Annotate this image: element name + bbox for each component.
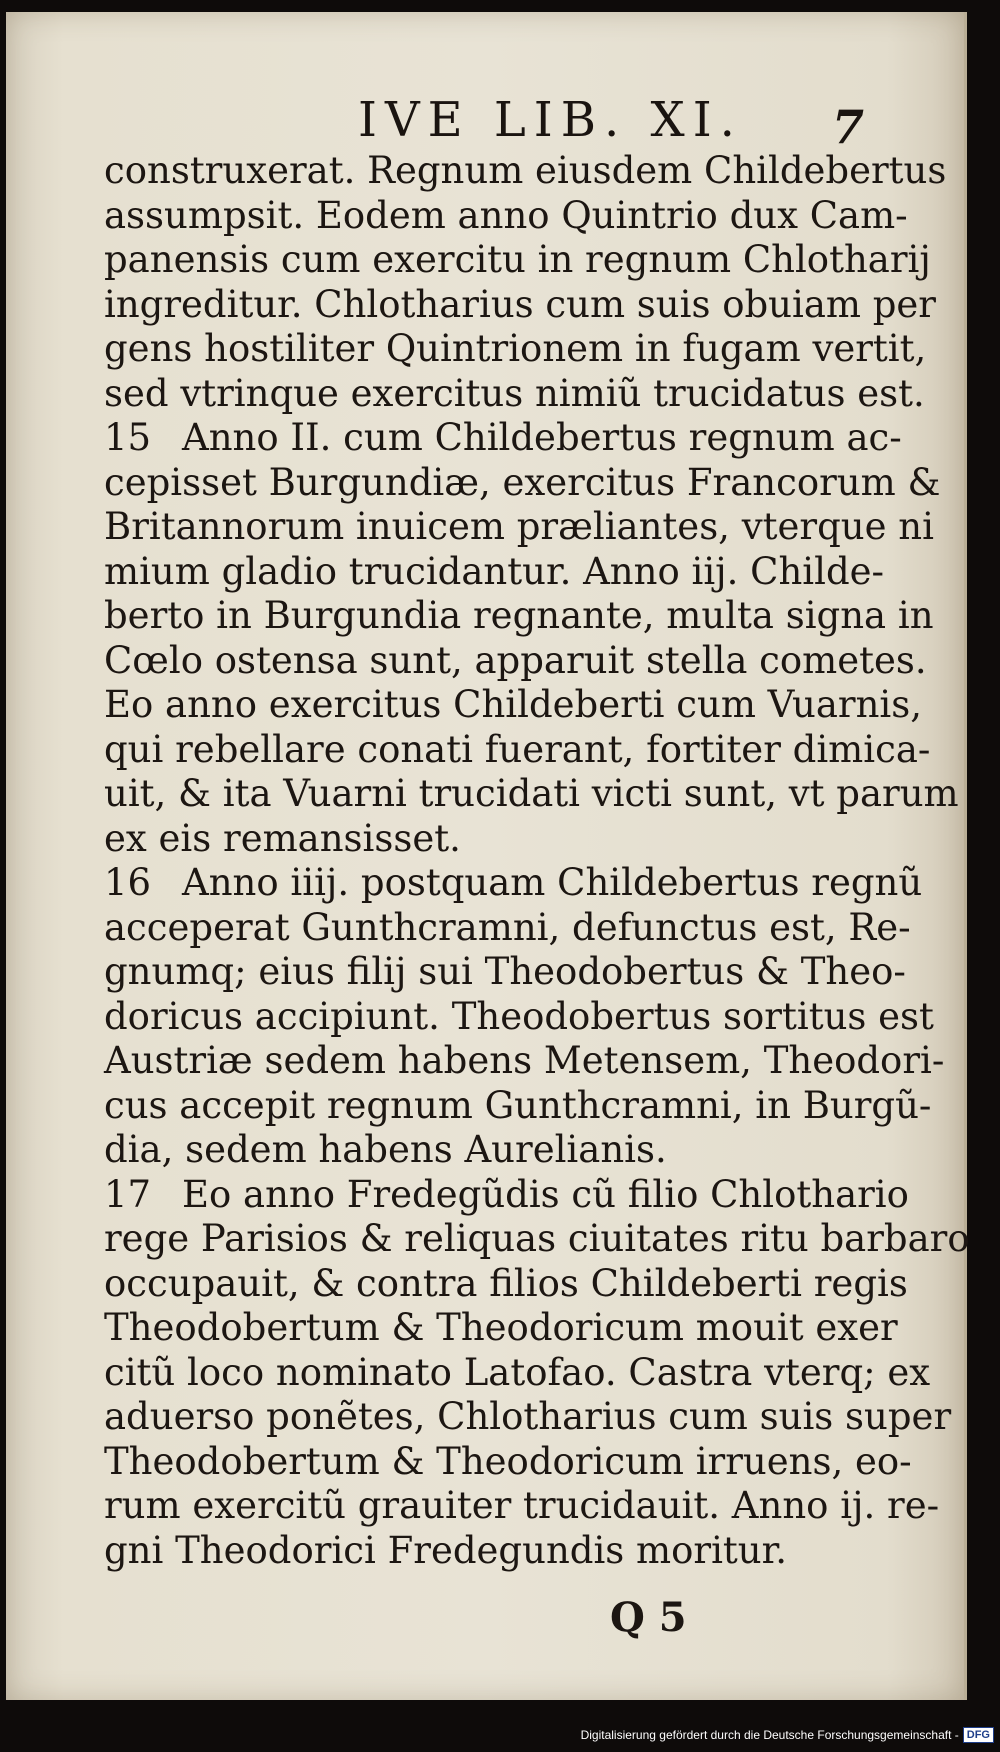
text-line: gni Theodorici Fredegundis moritur. <box>104 1528 788 1572</box>
text-line: berto in Burgundia regnante, multa signa in <box>104 594 934 637</box>
section-number: 15 <box>104 416 152 459</box>
text-line: panensis cum exercitu in regnum Chlotharij <box>104 238 931 281</box>
catchword: Q 5 <box>610 1594 687 1641</box>
page-header <box>106 82 876 152</box>
credit-text: Digitalisierung gefördert durch die Deutsche Forschungsgemeinschaft - <box>580 1728 959 1742</box>
text-line: gnumq; eius filij sui Theodobertus & Theo- <box>104 950 906 993</box>
running-head: IVE LIB. XI. <box>358 92 743 148</box>
text-line: Eo anno Fredegũdis cũ filio Chlothario <box>182 1172 909 1216</box>
dfg-logo: DFG <box>963 1727 994 1743</box>
section-16 <box>104 861 945 1173</box>
text-line: Theodobertum & Theodoricum mouit exer <box>104 1306 898 1349</box>
text-line: qui rebellare conati fuerant, fortiter dimica- <box>104 727 931 771</box>
text-line: mium gladio trucidantur. Anno iij. Childe- <box>104 549 885 593</box>
section-number: 17 <box>104 1172 152 1216</box>
text-line: acceperat Gunthcramni, defunctus est, Re- <box>104 905 911 949</box>
section-17 <box>104 1172 970 1574</box>
text-line: ingreditur. Chlotharius cum suis obuiam per <box>104 282 936 326</box>
text-line: aduerso ponẽtes, Chlotharius cum suis super <box>104 1395 952 1438</box>
book-page <box>6 12 970 1700</box>
text-line: rege Parisios & reliquas ciuitates ritu barbaro <box>104 1217 970 1260</box>
text-line: Anno II. cum Childebertus regnum ac- <box>182 416 902 459</box>
text-line: Cœlo ostensa sunt, apparuit stella cometes. <box>104 638 927 682</box>
text-line: occupauit, & contra filios Childeberti regis <box>104 1261 908 1305</box>
text-line: cepisset Burgundiæ, exercitus Francorum & <box>104 460 941 504</box>
text-line: dia, sedem habens Aurelianis. <box>104 1128 667 1171</box>
text-line: sed vtrinque exercitus nimiũ trucidatus est. <box>104 371 925 415</box>
section-15 <box>104 416 959 861</box>
body-text <box>104 149 970 1573</box>
folio-number: 7 <box>831 100 864 154</box>
text-line: gens hostiliter Quintrionem in fugam vertit, <box>104 327 927 370</box>
text-line: cus accepit regnum Gunthcramni, in Burgũ- <box>104 1083 932 1127</box>
text-line: construxerat. Regnum eiusdem Childebertus <box>104 149 947 192</box>
text-line: Theodobertum & Theodoricum irruens, eo- <box>104 1439 912 1483</box>
digitization-credit <box>581 1724 994 1746</box>
text-line: doricus accipiunt. Theodobertus sortitus est <box>104 994 934 1038</box>
text-line: Eo anno exercitus Childeberti cum Vuarnis, <box>104 683 923 726</box>
text-line: citũ loco nominato Latofao. Castra vterq; ex <box>104 1350 931 1394</box>
text-line: Anno iiij. postquam Childebertus regnũ <box>182 861 923 904</box>
text-line: Austriæ sedem habens Metensem, Theodori- <box>104 1039 945 1082</box>
text-line: uit, & ita Vuarni trucidati victi sunt, vt parum <box>104 772 959 815</box>
text-line: Britannorum inuicem præliantes, vterque ni <box>104 505 934 548</box>
text-line: rum exercitũ grauiter trucidauit. Anno ij. re- <box>104 1484 940 1527</box>
text-line: ex eis remansisset. <box>104 816 461 860</box>
section-number: 16 <box>104 861 152 904</box>
text-line: assumpsit. Eodem anno Quintrio dux Cam- <box>104 193 908 237</box>
